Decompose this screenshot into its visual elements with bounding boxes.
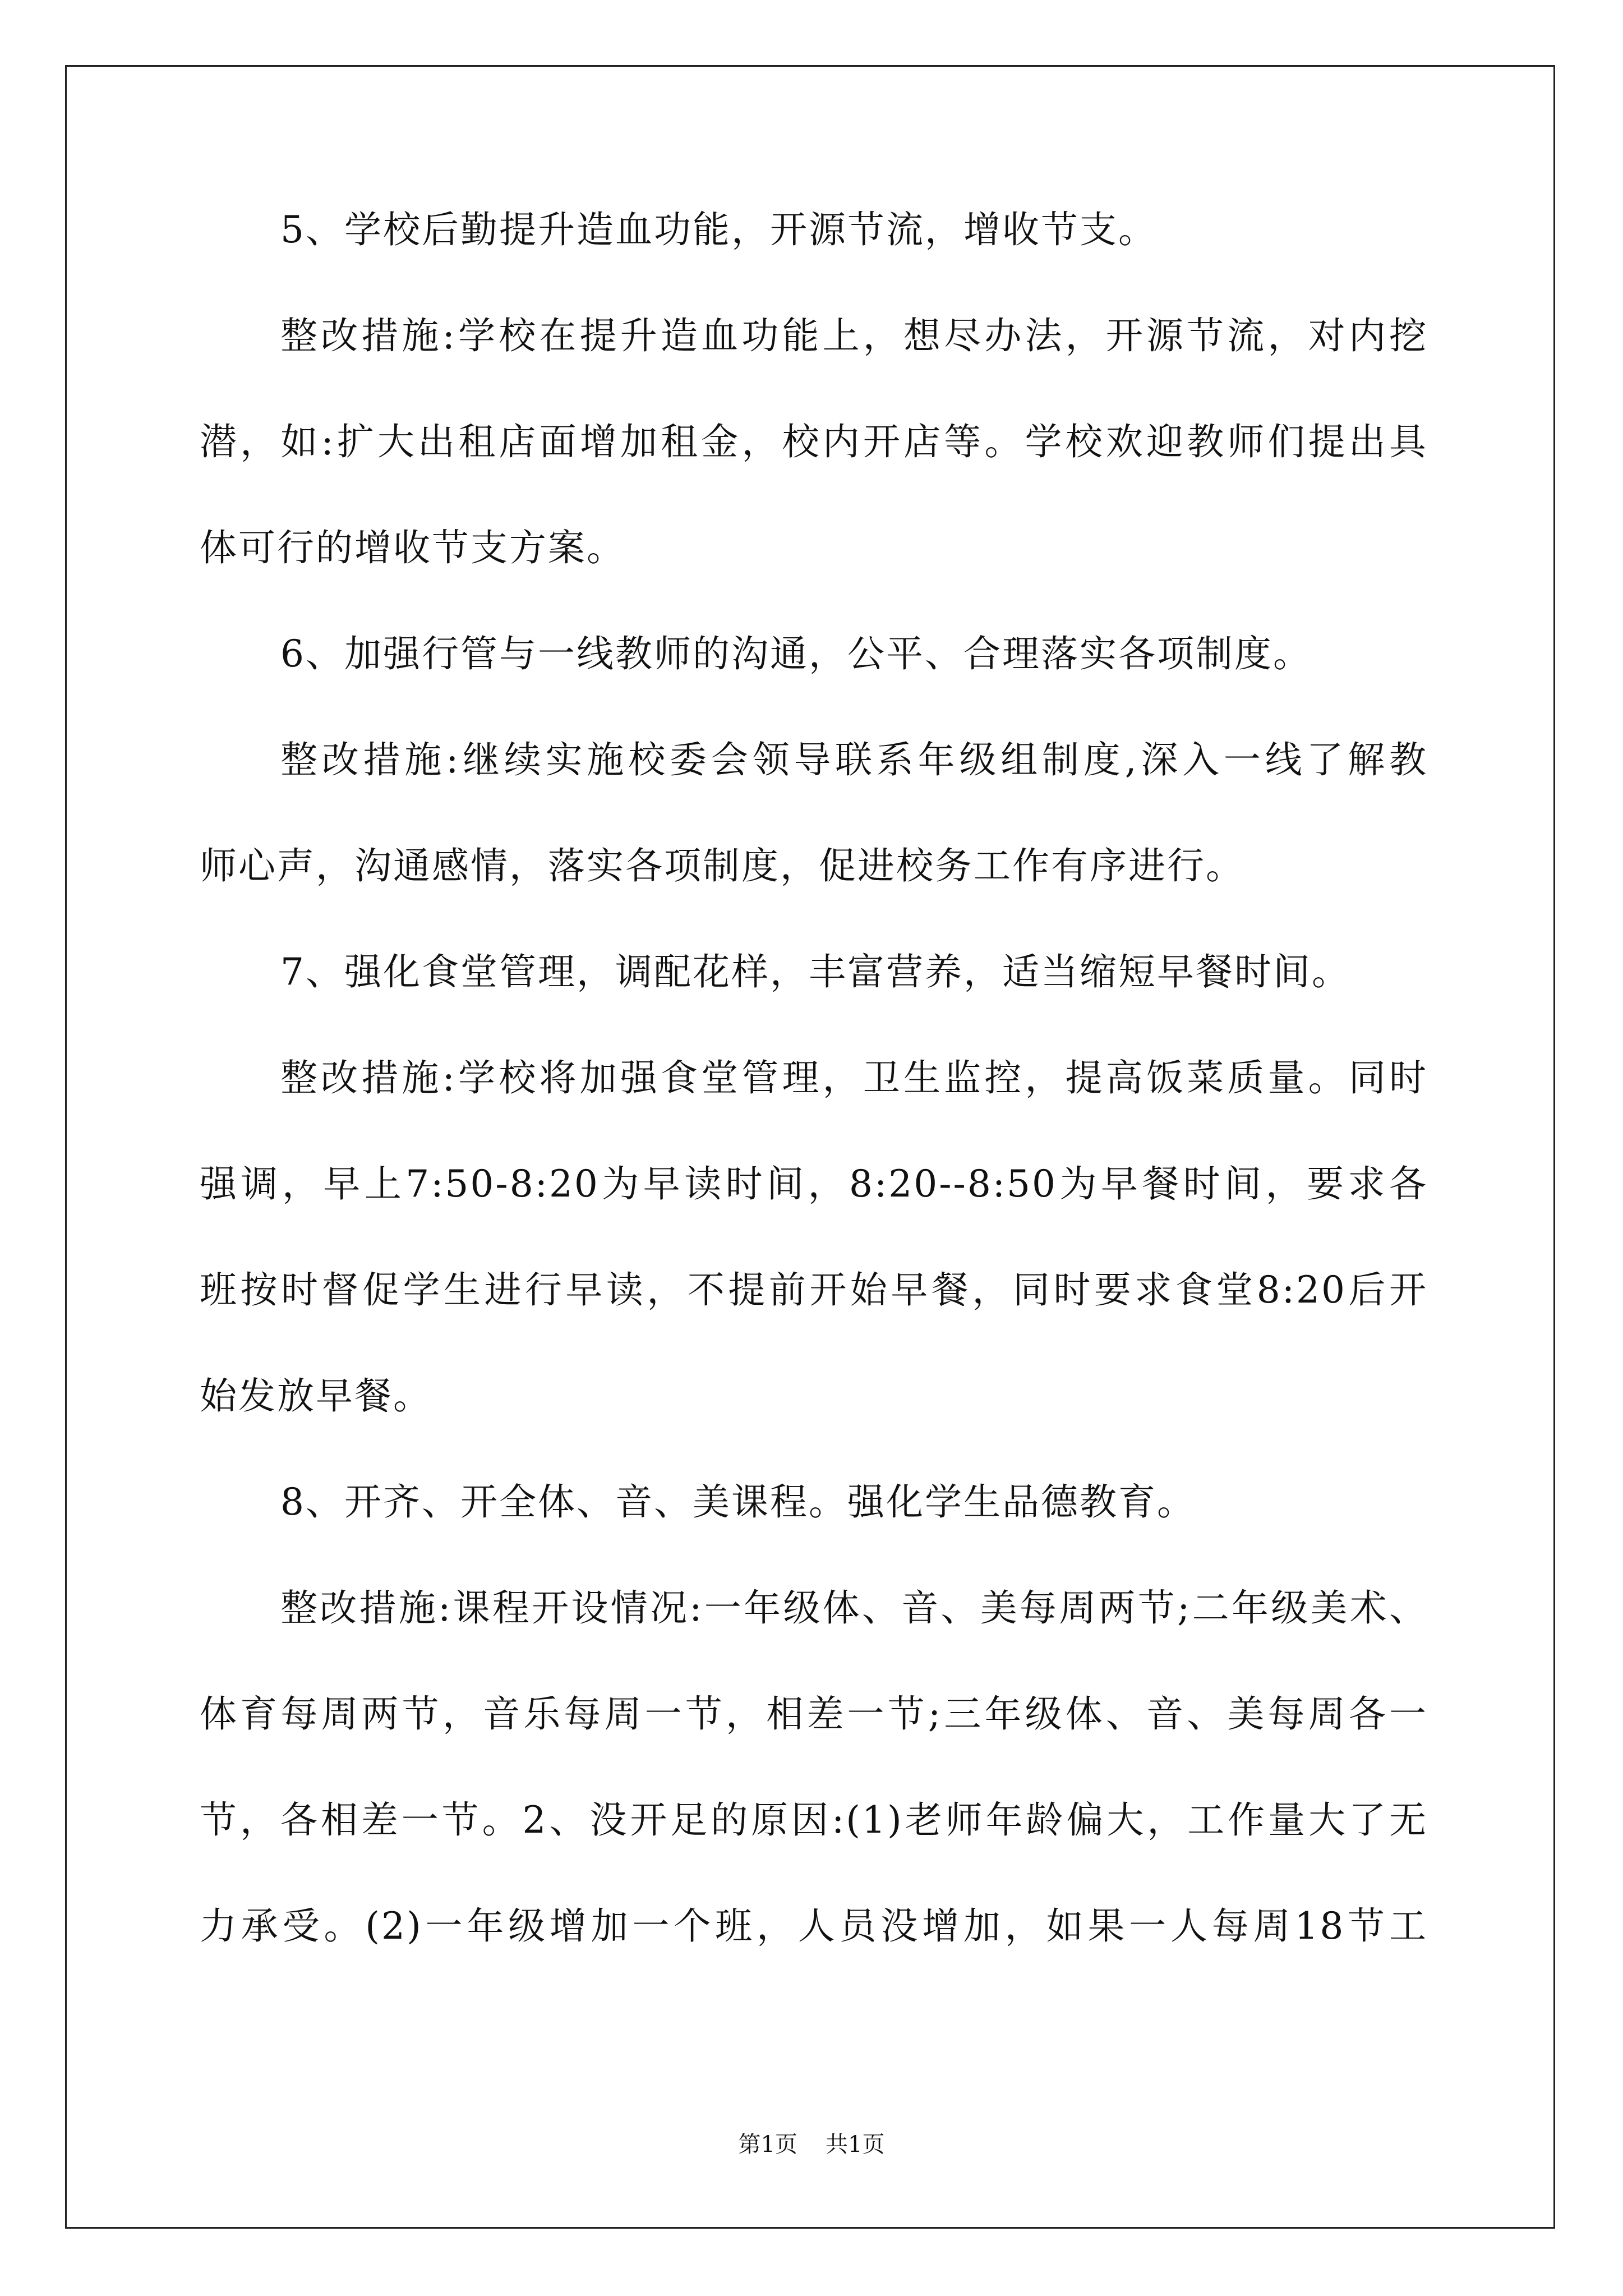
paragraph-line: 体可行的增收节支方案。	[200, 526, 625, 569]
page-footer	[0, 2129, 1623, 2160]
paragraph-line: 潜，如:扩大出租店面增加租金，校内开店等。学校欢迎教师们提出具	[200, 420, 1428, 463]
paragraph-line: 力承受。(2)一年级增加一个班，人员没增加，如果一人每周18节工	[200, 1904, 1428, 1948]
paragraph-line: 整改措施:学校在提升造血功能上，想尽办法，开源节流，对内挖	[280, 314, 1428, 357]
paragraph-line: 体育每周两节，音乐每周一节，相差一节;三年级体、音、美每周各一	[200, 1692, 1428, 1736]
paragraph-line: 整改措施:继续实施校委会领导联系年级组制度,深入一线了解教	[280, 738, 1428, 781]
heading-item-7: 7、强化食堂管理，调配花样，丰富营养，适当缩短早餐时间。	[280, 950, 1350, 993]
paragraph-line: 师心声，沟通感情，落实各项制度，促进校务工作有序进行。	[200, 844, 1244, 887]
paragraph-line: 整改措施:学校将加强食堂管理，卫生监控，提高饭菜质量。同时	[280, 1056, 1428, 1099]
paragraph-line: 强调，早上7:50-8:20为早读时间，8:20--8:50为早餐时间，要求各	[200, 1162, 1428, 1205]
heading-item-6: 6、加强行管与一线教师的沟通，公平、合理落实各项制度。	[280, 632, 1312, 675]
heading-item-5: 5、学校后勤提升造血功能，开源节流，增收节支。	[280, 208, 1157, 251]
heading-item-8: 8、开齐、开全体、音、美课程。强化学生品德教育。	[280, 1480, 1196, 1524]
paragraph-line: 整改措施:课程开设情况:一年级体、音、美每周两节;二年级美术、	[280, 1586, 1428, 1630]
paragraph-line: 节，各相差一节。2、没开足的原因:(1)老师年龄偏大，工作量大了无	[200, 1798, 1428, 1842]
paragraph-line: 始发放早餐。	[200, 1374, 432, 1418]
paragraph-line: 班按时督促学生进行早读，不提前开始早餐，同时要求食堂8:20后开	[200, 1268, 1428, 1312]
page-number: 第1页	[738, 2132, 797, 2157]
page-total: 共1页	[826, 2132, 885, 2157]
